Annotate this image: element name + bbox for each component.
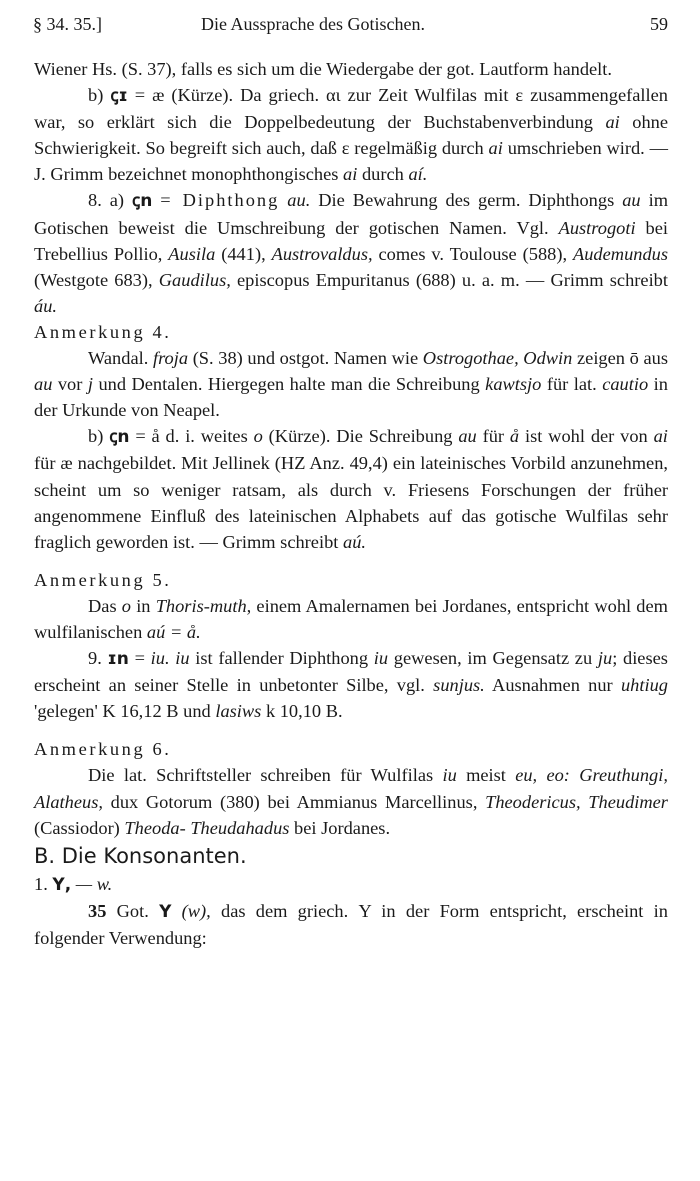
gothic-letter: ꞔɪ — [110, 86, 128, 107]
gothic-letter: Υ, — [52, 874, 72, 895]
note-heading-4: Anmerkung 4. — [34, 321, 172, 342]
paragraph-1: Wiener Hs. (S. 37), falls es sich um die Wiedergabe der got. Lautform handelt. — [34, 59, 613, 79]
page-header — [33, 14, 668, 38]
paragraph-8a: 8. a) ꞔn = Diphthong au. Die Bewahrung des germ. Diphthongs au im Gotischen beweist die Umschreibung der gotischen Namen. Vgl. Austrogoti bei Trebellius Pollio, Ausila (441), Austrovaldus, comes v. Toulouse (588), Audemundus (Westgote 683), Gaudilus, episcopus Empuritanus (688) u. a. m. — Grimm schreibt áu. — [34, 190, 669, 316]
gothic-letter: ꞔn — [109, 427, 130, 448]
gothic-letter: ꞔn — [132, 191, 153, 212]
note-5: Das o in Thoris-muth, einem Amalernamen bei Jordanes, entspricht wohl dem wulfilanischen aú = å. — [34, 595, 668, 642]
section-heading: B. Die Konsonanten. — [34, 843, 247, 868]
paragraph-7b: b) ꞔɪ = æ (Kürze). Da griech. αι zur Zeit Wulfilas mit ε zusammengefallen war, so erklärt sich die Doppelbedeutung der Buchstabenverbindung ai ohne Schwierigkeit. So begreift sich auch, daß ε regelmäßig durch ai umschrieben wird. — J. Grimm bezeichnet monophthongisches ai durch aí. — [34, 85, 668, 185]
note-4: Wandal. froja (S. 38) und ostgot. Namen wie Ostrogothae, Odwin zeigen ō aus au vor j und Dentalen. Hiergegen halte man die Schreibung kawtsjo für lat. cautio in der Urkunde von Neapel. — [34, 348, 668, 421]
gothic-letter: Υ — [159, 901, 172, 922]
paragraph-8b: b) ꞔn = å d. i. weites o (Kürze). Die Schreibung au für å ist wohl der von ai für æ nachgebildet. Mit Jellinek (HZ Anz. 49,4) ein lateinisches Vorbild anzunehmen, scheint um so weniger ratsam, als durch v. Friesens Forschungen der früher angenommene Einfluß des lateinischen Alphabets auf das gotische Wulfilas sehr fraglich geworden ist. — Grimm schreibt aú. — [34, 426, 668, 552]
note-6: Die lat. Schriftsteller schreiben für Wulfilas iu meist eu, eo: Greuthungi, Alatheus, dux Gotorum (380) bei Ammianus Marcellinus, Theodericus, Theudimer (Cassiodor) Theoda- Theudahadus bei Jordanes. — [34, 765, 668, 838]
section-reference: § 34. 35.] — [33, 14, 102, 34]
page-number: 59 — [650, 14, 668, 34]
note-heading-6: Anmerkung 6. — [34, 739, 172, 760]
paragraph-9: 9. ɪn = iu. iu ist fallender Diphthong iu gewesen, im Gegensatz zu ju; dieses erscheint an seiner Stelle in unbetonter Silbe, vgl. sunjus. Ausnahmen nur uhtiug 'gelegen' K 16,12 B und lasiws k 10,10 B. — [34, 648, 668, 722]
running-title: Die Aussprache des Gotischen. — [201, 14, 425, 34]
paragraph-35: 35 Got. Υ (w), das dem griech. Υ in der Form entspricht, erscheint in folgender Verwendung: — [34, 900, 668, 948]
subsection-heading: 1. Υ, — w. — [34, 873, 113, 895]
note-heading-5: Anmerkung 5. — [34, 569, 172, 590]
gothic-letter: ɪn — [107, 649, 129, 670]
body-text — [34, 56, 668, 951]
